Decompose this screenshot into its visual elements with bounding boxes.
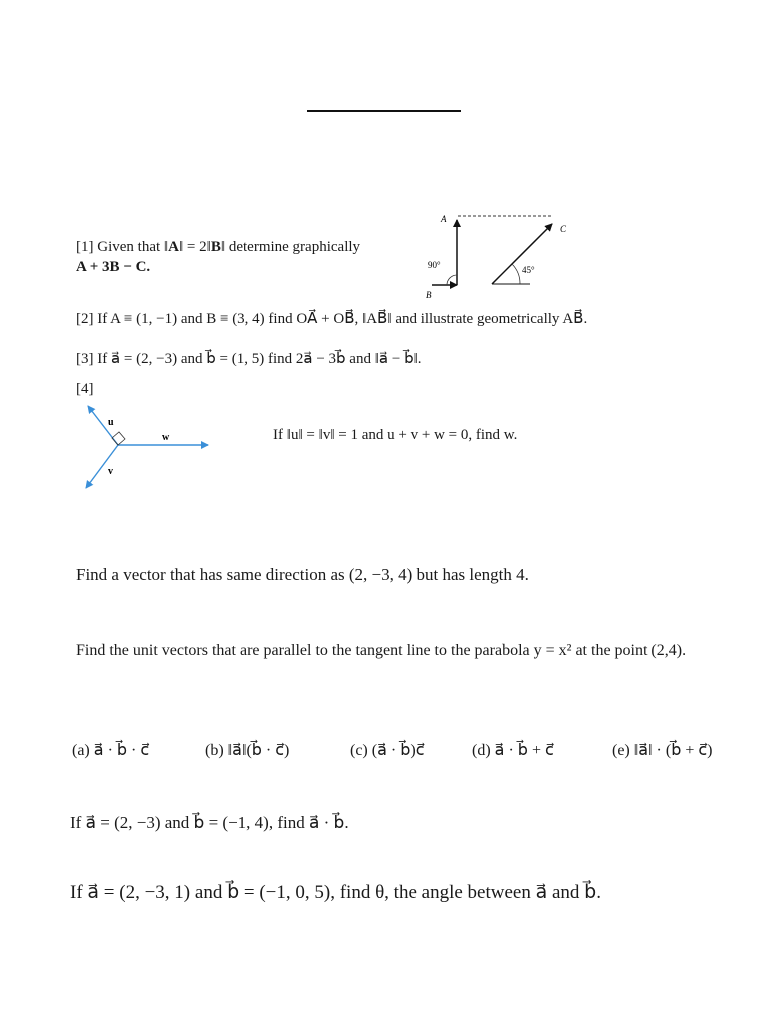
problem-1-vector-B: B [210,239,221,255]
figure-4-vectors [78,398,218,494]
problem-3: [3] If a⃗ = (2, −3) and b⃗ = (1, 5) find 2a⃗ − 3b⃗ and ‖a⃗ − b⃗‖. [76,351,422,367]
option-a: (a) a⃗ · b⃗ · c⃗ [72,742,150,759]
right-angle-box [112,432,125,445]
problem-5: Find a vector that has same direction as (2, −3, 4) but has length 4. [76,565,529,584]
problem-1-line-2: A + 3B − C. [76,259,151,275]
label-45: 45° [522,265,535,275]
title-underline [307,110,461,112]
label-v: v [108,466,113,477]
problem-1-number: [1] [76,239,94,255]
problem-8: If a⃗ = (2, −3) and b⃗ = (−1, 4), find a⃗ · b⃗. [70,813,349,832]
label-A: A [441,214,447,224]
vector-C-arrow [492,224,552,284]
problem-6: Find the unit vectors that are parallel to the tangent line to the parabola y = x² at the point (2,4). [76,642,687,659]
problem-4-number: [4] [76,381,94,397]
label-C: C [560,224,567,234]
label-u: u [108,417,114,428]
problem-4-text: If ‖u‖ = ‖v‖ = 1 and u + v + w = 0, find w. [273,427,518,443]
problem-1-line-1 [76,239,360,256]
label-w: w [162,432,170,443]
label-B: B [426,290,432,300]
problem-1-text-c: ‖ determine graphically [220,239,361,255]
problem-1-text-b: ‖ = 2‖ [178,239,211,255]
problem-1-text-a: Given that ‖ [97,239,169,255]
right-angle-arc [447,275,457,285]
vector-v-arrow [86,445,118,488]
option-b: (b) ‖a⃗‖(b⃗ · c⃗) [205,742,290,759]
problem-9: If a⃗ = (2, −3, 1) and b⃗ = (−1, 0, 5), find θ, the angle between a⃗ and b⃗. [70,882,601,903]
option-e: (e) ‖a⃗‖ · (b⃗ + c⃗) [612,742,713,759]
angle-45-arc [512,264,520,284]
label-90: 90° [428,260,441,270]
problem-1-vector-A: A [168,239,179,255]
option-d: (d) a⃗ · b⃗ + c⃗ [472,742,554,759]
problem-2: [2] If A ≡ (1, −1) and B ≡ (3, 4) find OA⃗ + OB⃗, ‖AB⃗‖ and illustrate geometrically AB⃗. [76,311,588,327]
figure-1-vectors [412,206,592,306]
option-c: (c) (a⃗ · b⃗)c⃗ [350,742,425,759]
